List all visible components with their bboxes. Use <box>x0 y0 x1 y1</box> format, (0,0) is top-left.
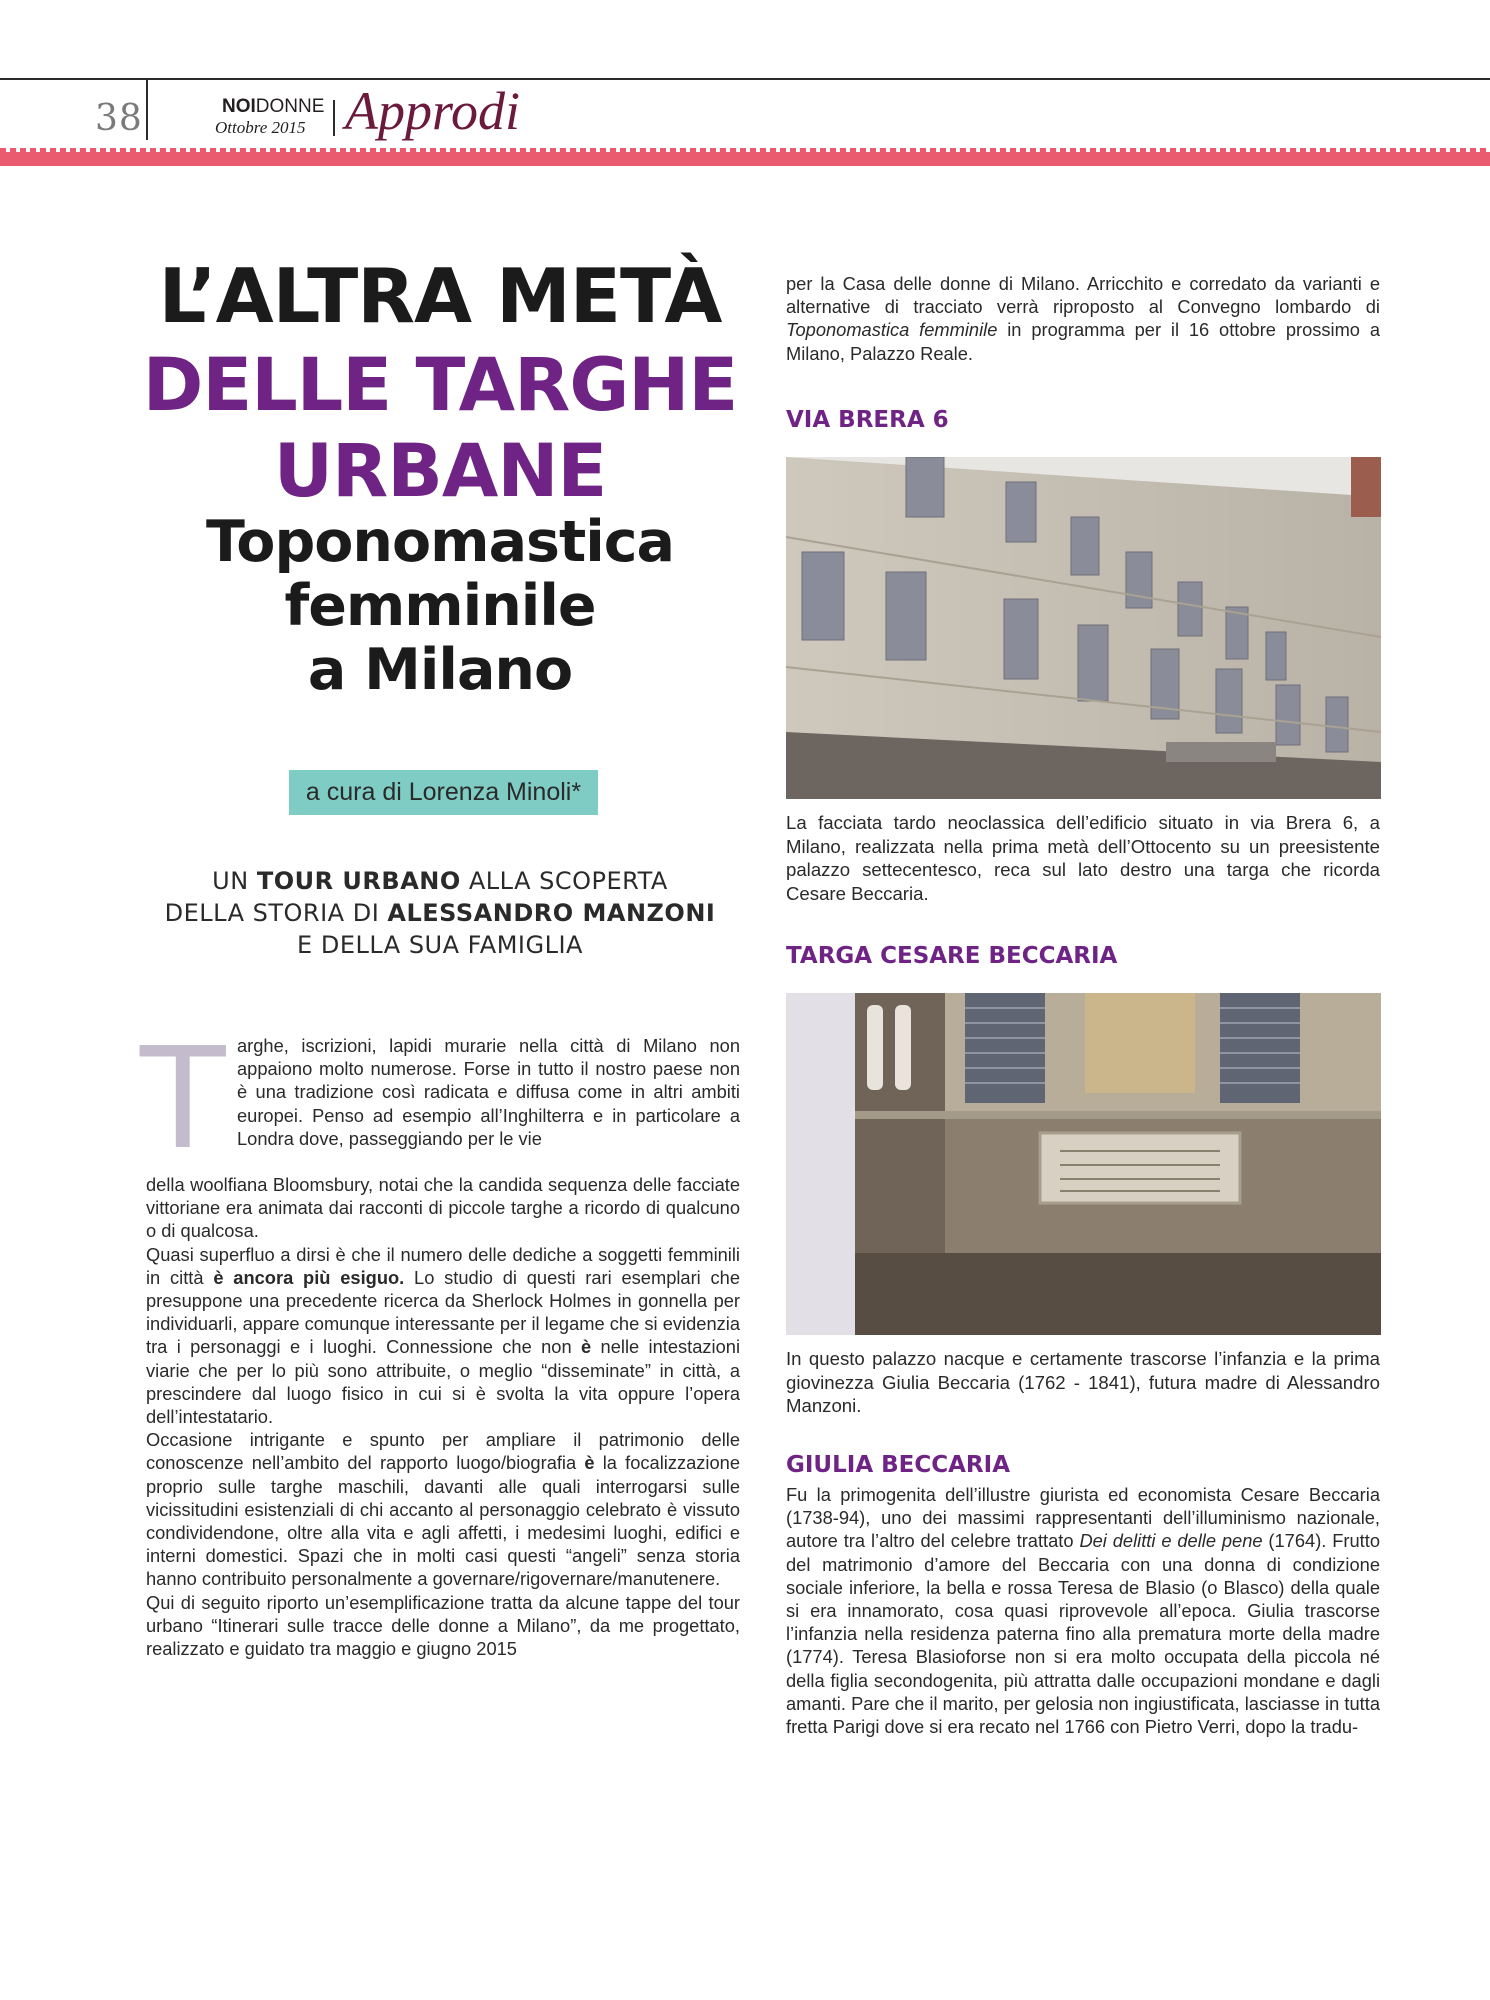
body-text: Fu la primogenita dell’illustre giurista ed economista Cesare Beccaria (1738-94), uno dei massimi rappresentanti dell’illuminismo nazionale, autore tra l’altro del celebre trattato <box>786 1484 1380 1552</box>
body-italic: Dei delitti e delle pene <box>1079 1530 1263 1552</box>
body-paragraph: della woolfiana Bloomsbury, notai che la candida sequenza delle facciate vittoriane era animata dai racconti di piccole targhe a ricordo di qualcuno o di qualcosa. <box>146 1174 740 1242</box>
title-line-1: L’ALTRA METÀ <box>158 252 722 340</box>
heading-targa-beccaria: TARGA CESARE BECCARIA <box>786 943 1118 969</box>
lead-line-2 <box>140 897 740 929</box>
body-text: in programma per il 16 ottobre prossimo a Milano, Palazzo Reale. <box>786 319 1380 364</box>
author-byline: a cura di Lorenza Minoli* <box>289 770 598 815</box>
lead-text: UN <box>212 867 257 895</box>
body-text: la focalizzazione proprio sulle targhe maschili, davanti alle quali interrogarsi sulle vicissitudini esistenziali di chi accanto al personaggio celebrato è vissuto condividendone, oltre alla vita e agli affetti, i medesimi luoghi, edifici e interni domestici. Spazi che in molti casi questi “angeli” senza storia hanno contribuito personalmente a governare/rigovernare/manutenere. <box>146 1452 740 1590</box>
heading-via-brera: VIA BRERA 6 <box>786 407 949 433</box>
page-number: 38 <box>95 98 143 139</box>
title-line-2a: DELLE TARGHE <box>142 343 738 428</box>
photo-via-brera-facade <box>786 457 1381 799</box>
drop-cap: T <box>140 1018 226 1181</box>
caption-via-brera: La facciata tardo neoclassica dell’edificio situato in via Brera 6, a Milano, realizzata nella prima metà dell’Ottocento su un preesistente palazzo settecentesco, reca sul lato destro una targa che ricorda Cesare Beccaria. <box>786 812 1380 904</box>
body-text: Quasi superfluo a dirsi è che il numero delle dediche a soggetti femminili in città <box>146 1243 740 1288</box>
magazine-brand <box>222 96 324 118</box>
body-paragraph: arghe, iscrizioni, lapidi murarie nella città di Milano non appaiono molto numerose. Forse in tutto il nostro paese non è una tradizione così radicata e diffusa come in altri ambiti europei. Penso ad esempio all’Inghilterra e in particolare a Londra dove, passeggiando per le vie <box>237 1035 740 1149</box>
header-pink-dashes <box>0 148 1490 152</box>
header-pink-band <box>0 150 1490 166</box>
title-line-2b: URBANE <box>273 429 607 514</box>
body-paragraph <box>146 1243 740 1429</box>
header-divider <box>146 80 148 140</box>
body-text: Lo studio di questi rari esemplari che presuppone una precedente ricerca da Sherlock Holmes in gonnella per individuarli, appare comunque interessante per il legame che si evidenzia tra i personaggi e i luoghi. Connessione che non <box>146 1266 741 1358</box>
subtitle-line-1: Toponomastica <box>206 509 674 575</box>
body-giulia-beccaria <box>786 1483 1380 1738</box>
brand-bold: NOI <box>222 96 256 117</box>
body-paragraph <box>786 272 1380 365</box>
body-text: per la Casa delle donne di Milano. Arricchito e corredato da varianti e alternative di tracciato verrà riproposto al Convegno lombardo di <box>786 273 1380 318</box>
building-facade-illustration <box>786 457 1381 799</box>
heading-giulia-beccaria: GIULIA BECCARIA <box>786 1452 1011 1478</box>
lead-bold: TOUR URBANO <box>256 867 461 895</box>
lead-text: DELLA STORIA DI <box>164 899 388 927</box>
plaque-illustration <box>855 993 1381 1335</box>
body-bold: è ancora più esiguo. <box>213 1266 405 1288</box>
subtitle-line-3: a Milano <box>307 637 573 703</box>
lead-line-3: E DELLA SUA FAMIGLIA <box>297 931 583 959</box>
body-paragraph: Qui di seguito riporto un’esemplificazione tratta da alcune tappe del tour urbano “Itinerari sulle tracce delle donne a Milano”, da me progettato, realizzato e guidato tra maggio e giugno 2015 <box>146 1591 740 1660</box>
lead-paragraph <box>140 865 740 961</box>
body-paragraph <box>786 1483 1380 1738</box>
lead-line-1 <box>140 865 740 897</box>
issue-date: Ottobre 2015 <box>215 118 306 137</box>
header-top-rule <box>0 78 1490 80</box>
header-divider-2 <box>333 100 335 136</box>
lead-bold: ALESSANDRO MANZONI <box>387 899 716 927</box>
body-right-top <box>786 272 1380 365</box>
body-text: Occasione intrigante e spunto per ampliare il patrimonio delle conoscenze nell’ambito del rapporto luogo/biografia <box>146 1429 740 1474</box>
body-bold: è <box>581 1336 592 1358</box>
subtitle-line-2: femminile <box>284 573 596 639</box>
body-italic: Toponomastica femminile <box>786 319 998 341</box>
body-text: (1764). Frutto del matrimonio d’amore del Beccaria con una donna di condizione sociale inferiore, la bella e rossa Teresa de Blasio (o Blasco) della quale si era innamorato, cosa quasi riprovevole all’epoca. Giulia trascorse l’infanzia nella residenza paterna fino alla prematura morte della madre (1774). Teresa Blasioforse non si era molto occupata della piccola né della figlia secondogenita, più attratta dalle occupazioni mondane e dagli amanti. Pare che il marito, per gelosia non ingiustificata, lasciasse in tutta fretta Parigi dove si era recato nel 1766 con Pietro Verri, dopo la tradu- <box>786 1530 1380 1738</box>
title-line-2 <box>140 343 740 515</box>
lead-text: ALLA SCOPERTA <box>460 867 668 895</box>
body-paragraph <box>146 1428 740 1590</box>
body-text: nelle intestazioni viarie che per lo più sono attribuite, o meglio “disseminate” in città, a prescindere dal luogo fisico in cui si è svolta la vita oppure l’opera dell’intestatario. <box>146 1336 740 1428</box>
subtitle <box>140 510 740 702</box>
photo-targa-beccaria <box>855 993 1381 1335</box>
body-left-column <box>146 1173 740 1660</box>
brand-rest: DONNE <box>255 96 325 117</box>
caption-targa-beccaria: In questo palazzo nacque e certamente trascorse l’infanzia e la prima giovinezza Giulia Beccaria (1762 - 1841), futura madre di Alessandro Manzoni. <box>786 1348 1380 1416</box>
body-paragraph-intro <box>237 1034 740 1150</box>
body-bold: è <box>584 1452 595 1474</box>
section-name: Approdi <box>345 81 520 141</box>
